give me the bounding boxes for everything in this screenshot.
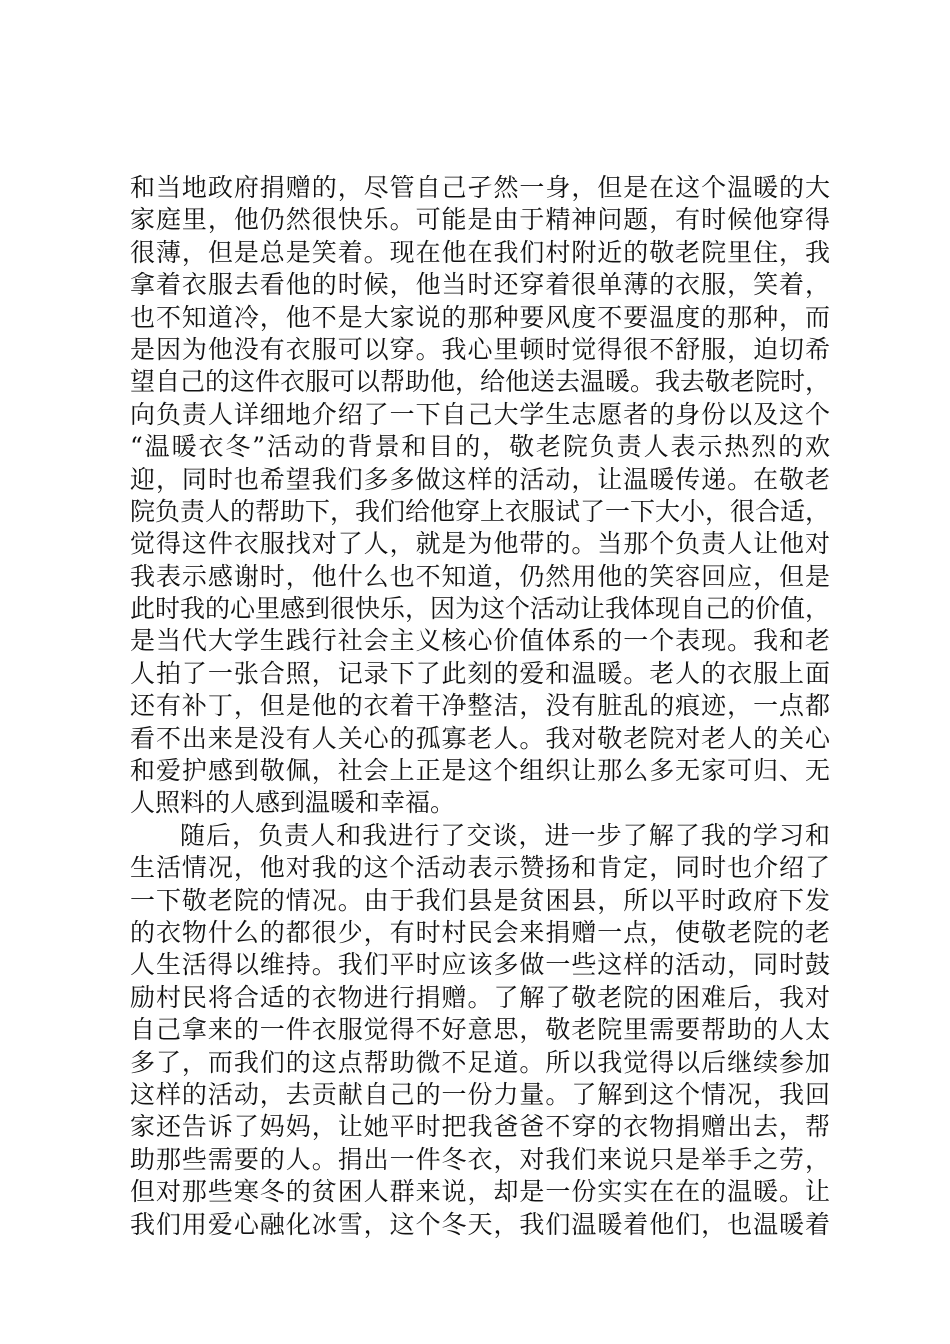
text-line: 我们用爱心融化冰雪，这个冬天，我们温暖着他们，也温暖着 bbox=[130, 1209, 830, 1239]
text-line: 励村民将合适的衣物进行捐赠。了解了敬老院的困难后，我对 bbox=[130, 982, 830, 1012]
text-line: 还有补丁，但是他的衣着干净整洁，没有脏乱的痕迹，一点都 bbox=[130, 691, 830, 721]
text-line: 觉得这件衣服找对了人，就是为他带的。当那个负责人让他对 bbox=[130, 529, 830, 559]
text-line: 人生活得以维持。我们平时应该多做一些这样的活动，同时鼓 bbox=[130, 950, 830, 980]
text-line: “温暖衣冬”活动的背景和目的，敬老院负责人表示热烈的欢 bbox=[130, 432, 830, 462]
paragraph-1 bbox=[130, 172, 830, 820]
text-line: 和当地政府捐赠的，尽管自己孑然一身，但是在这个温暖的大 bbox=[130, 173, 830, 202]
text-line: 我表示感谢时，他什么也不知道，仍然用他的笑容回应，但是 bbox=[130, 561, 830, 591]
paragraph-2 bbox=[130, 820, 830, 1241]
text-line: 人照料的人感到温暖和幸福。 bbox=[130, 788, 456, 818]
text-line: 向负责人详细地介绍了一下自己大学生志愿者的身份以及这个 bbox=[130, 399, 830, 429]
text-line: 的衣物什么的都很少，有时村民会来捐赠一点，使敬老院的老 bbox=[130, 917, 830, 947]
text-line: 拿着衣服去看他的时候，他当时还穿着很单薄的衣服，笑着， bbox=[130, 270, 830, 300]
text-line: 望自己的这件衣服可以帮助他，给他送去温暖。我去敬老院时， bbox=[130, 367, 831, 397]
text-line: 多了，而我们的这点帮助微不足道。所以我觉得以后继续参加 bbox=[130, 1047, 830, 1077]
text-line: 是当代大学生践行社会主义核心价值体系的一个表现。我和老 bbox=[130, 626, 830, 656]
text-line: 也不知道冷，他不是大家说的那种要风度不要温度的那种，而 bbox=[130, 302, 830, 332]
text-line: 自己拿来的一件衣服觉得不好意思，敬老院里需要帮助的人太 bbox=[130, 1015, 830, 1045]
text-line: 人拍了一张合照，记录下了此刻的爱和温暖。老人的衣服上面 bbox=[130, 658, 830, 688]
text-line: 一下敬老院的情况。由于我们县是贫困县，所以平时政府下发 bbox=[130, 885, 830, 915]
text-line: 家庭里，他仍然很快乐。可能是由于精神问题，有时候他穿得 bbox=[130, 205, 830, 235]
text-line: 看不出来是没有人关心的孤寡老人。我对敬老院对老人的关心 bbox=[130, 723, 830, 753]
text-line: 生活情况，他对我的这个活动表示赞扬和肯定，同时也介绍了 bbox=[130, 853, 830, 883]
text-line: 院负责人的帮助下，我们给他穿上衣服试了一下大小，很合适， bbox=[130, 496, 831, 526]
text-line: 助那些需要的人。捐出一件冬衣，对我们来说只是举手之劳， bbox=[130, 1144, 830, 1174]
text-line: 此时我的心里感到很快乐，因为这个活动让我体现自己的价值， bbox=[130, 594, 831, 624]
text-line: 和爱护感到敬佩，社会上正是这个组织让那么多无家可归、无 bbox=[130, 756, 830, 786]
text-line: 随后，负责人和我进行了交谈，进一步了解了我的学习和 bbox=[180, 820, 830, 850]
body-text bbox=[130, 172, 830, 1241]
text-line: 但对那些寒冬的贫困人群来说，却是一份实实在在的温暖。让 bbox=[130, 1177, 830, 1207]
text-line: 家还告诉了妈妈，让她平时把我爸爸不穿的衣物捐赠出去，帮 bbox=[130, 1112, 830, 1142]
text-line: 迎，同时也希望我们多多做这样的活动，让温暖传递。在敬老 bbox=[130, 464, 830, 494]
text-line: 是因为他没有衣服可以穿。我心里顿时觉得很不舒服，迫切希 bbox=[130, 334, 830, 364]
text-line: 很薄，但是总是笑着。现在他在我们村附近的敬老院里住，我 bbox=[130, 237, 830, 267]
text-line: 这样的活动，去贡献自己的一份力量。了解到这个情况，我回 bbox=[130, 1079, 830, 1109]
